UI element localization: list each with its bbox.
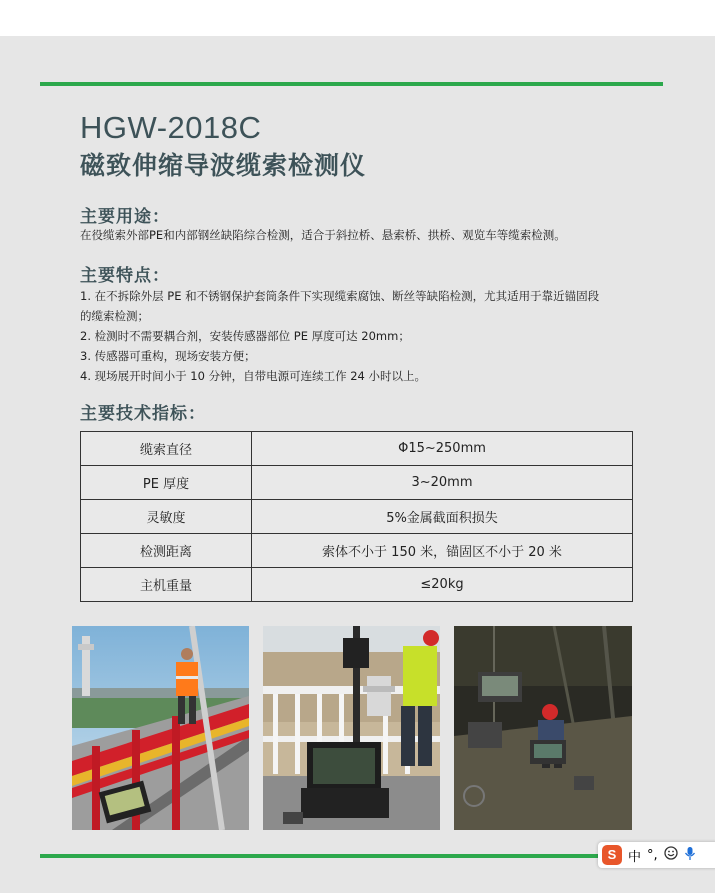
spec-value: 3~20mm: [252, 466, 633, 500]
brochure-page: [0, 36, 715, 893]
ime-mode-toggle[interactable]: 中: [628, 849, 642, 865]
spec-value: Φ15~250mm: [252, 432, 633, 466]
top-green-rule: [40, 82, 663, 86]
feature-item: 4. 现场展开时间小于 10 分钟，自带电源可连续工作 24 小时以上。: [80, 369, 427, 383]
specs-heading: 主要技术指标：: [80, 404, 206, 424]
spec-value: 5%金属截面积损失: [252, 500, 633, 534]
spec-label: 缆索直径: [81, 432, 252, 466]
feature-item: 1. 在不拆除外层 PE 和不锈钢保护套筒条件下实现缆索腐蚀、断丝等缺陷检测，尤其适用于靠近锚固段: [80, 289, 600, 303]
emoji-icon[interactable]: [664, 846, 678, 864]
table-row: [81, 466, 633, 500]
photo-tower-inspection: [454, 626, 632, 830]
sogou-logo-icon[interactable]: S: [602, 845, 622, 865]
microphone-icon[interactable]: [684, 846, 696, 865]
spec-value: 索体不小于 150 米，锚固区不小于 20 米: [252, 534, 633, 568]
spec-label: 检测距离: [81, 534, 252, 568]
spec-value: ≤20kg: [252, 568, 633, 602]
photo-instrument-on-bridge: [263, 626, 440, 830]
feature-item: 2. 检测时不需要耦合剂，安装传感器部位 PE 厚度可达 20mm；: [80, 329, 410, 343]
usage-heading: 主要用途：: [80, 207, 170, 227]
features-heading: 主要特点：: [80, 266, 170, 286]
specs-table: [80, 431, 633, 602]
spec-label: PE 厚度: [81, 466, 252, 500]
feature-item: 的缆索检测；: [80, 309, 149, 323]
bottom-green-rule: [40, 854, 663, 858]
spec-label: 灵敏度: [81, 500, 252, 534]
photo-bridge-inspection: [72, 626, 249, 830]
spec-label: 主机重量: [81, 568, 252, 602]
table-row: [81, 568, 633, 602]
usage-text: 在役缆索外部PE和内部钢丝缺陷综合检测，适合于斜拉桥、悬索桥、拱桥、观览车等缆索检测。: [80, 228, 566, 242]
table-row: [81, 534, 633, 568]
ime-punct-toggle[interactable]: °,: [647, 847, 658, 863]
ime-toolbar[interactable]: [598, 842, 715, 868]
table-row: [81, 500, 633, 534]
table-row: [81, 432, 633, 466]
feature-item: 3. 传感器可重构，现场安装方便；: [80, 349, 256, 363]
features-list: [80, 286, 599, 386]
product-name-title: 磁致伸缩导波缆索检测仪: [80, 151, 367, 180]
model-title: HGW-2018C: [80, 110, 262, 145]
